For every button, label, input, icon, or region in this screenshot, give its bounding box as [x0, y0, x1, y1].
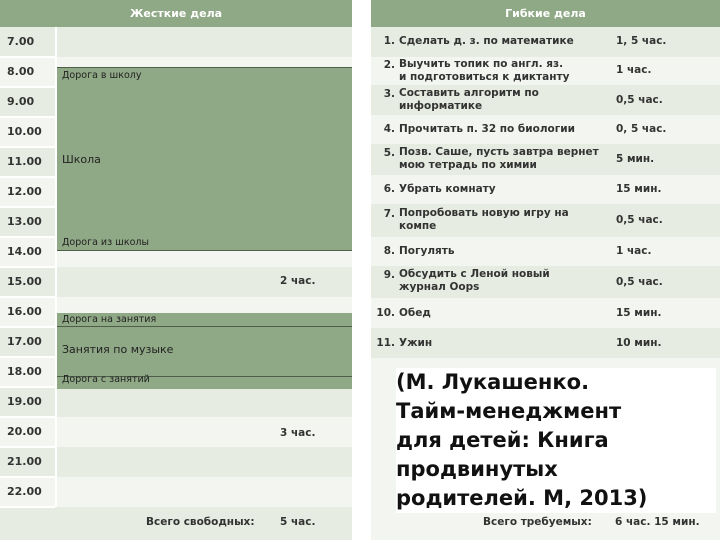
- time-row: [0, 447, 352, 477]
- task-number: 11.: [376, 337, 395, 349]
- task-text: Ужин: [399, 337, 433, 349]
- time-label: 7.00: [7, 35, 35, 48]
- free-total-label: Всего свободных:: [146, 516, 255, 528]
- task-text: Сделать д. з. по математике: [399, 35, 574, 47]
- road-to-school-label: Дорога в школу: [62, 70, 142, 81]
- task-time: 15 мин.: [616, 307, 662, 319]
- time-label: 9.00: [7, 95, 35, 108]
- task-number: 9.: [383, 269, 395, 281]
- citation-line: родителей. М, 2013): [396, 486, 648, 510]
- time-row: [0, 387, 352, 417]
- task-text: Составить алгоритм по информатике: [399, 87, 539, 112]
- list-item: [371, 57, 720, 85]
- task-text: Погулять: [399, 245, 455, 257]
- road-from-lessons-label: Дорога с занятий: [62, 374, 150, 385]
- citation-line: продвинутых: [396, 457, 558, 481]
- time-label: 20.00: [7, 425, 42, 438]
- task-time: 10 мин.: [616, 337, 662, 349]
- task-number: 2.: [383, 59, 395, 71]
- time-label: 8.00: [7, 65, 35, 78]
- hard-tasks-title: Жесткие дела: [0, 0, 352, 27]
- task-time: 1 час.: [616, 245, 652, 257]
- school-label: Школа: [62, 153, 101, 166]
- task-text: Попробовать новую игру на компе: [399, 207, 569, 232]
- task-text: Обед: [399, 307, 431, 319]
- task-number: 7.: [383, 208, 395, 220]
- time-row: [0, 27, 352, 57]
- list-item: [371, 115, 720, 144]
- list-item: [371, 328, 720, 358]
- school-block: [57, 67, 352, 251]
- time-label: 15.00: [7, 275, 42, 288]
- citation-line: Тайм-менеджмент: [396, 399, 622, 423]
- time-label: 12.00: [7, 185, 42, 198]
- task-time: 0, 5 час.: [616, 123, 667, 135]
- time-label: 19.00: [7, 395, 42, 408]
- list-item: [371, 237, 720, 266]
- task-text: Убрать комнату: [399, 183, 496, 195]
- list-item: [371, 144, 720, 175]
- task-time: 0,5 час.: [616, 94, 663, 106]
- time-label: 13.00: [7, 215, 42, 228]
- time-label: 10.00: [7, 125, 42, 138]
- task-number: 4.: [383, 123, 395, 135]
- source-citation: [396, 368, 716, 513]
- task-time: 1 час.: [616, 64, 652, 76]
- task-text: Прочитать п. 32 по биологии: [399, 123, 575, 135]
- time-label: 11.00: [7, 155, 42, 168]
- free-total-value: 5 час.: [280, 516, 316, 528]
- flexible-tasks-title: Гибкие дела: [371, 0, 720, 27]
- list-item: [371, 85, 720, 115]
- citation-line: для детей: Книга: [396, 428, 609, 452]
- required-total-value: 6 час. 15 мин.: [615, 516, 700, 528]
- road-to-lessons-label: Дорога на занятия: [62, 314, 157, 325]
- task-number: 3.: [383, 88, 395, 100]
- task-number: 8.: [383, 245, 395, 257]
- task-text: Выучить топик по англ. яз. и подготовиться к диктанту: [399, 58, 570, 83]
- time-label: 18.00: [7, 365, 42, 378]
- list-item: [371, 298, 720, 328]
- time-label: 16.00: [7, 305, 42, 318]
- task-number: 10.: [376, 307, 395, 319]
- time-row: [0, 477, 352, 507]
- free-afternoon-duration: 2 час.: [280, 275, 316, 287]
- time-grid: [0, 27, 352, 540]
- task-number: 1.: [383, 35, 395, 47]
- task-time: 1, 5 час.: [616, 35, 667, 47]
- time-label: 21.00: [7, 455, 42, 468]
- task-number: 5.: [383, 147, 395, 159]
- citation-line: (М. Лукашенко.: [396, 370, 590, 394]
- task-number: 6.: [383, 183, 395, 195]
- task-time: 0,5 час.: [616, 276, 663, 288]
- task-text: Позв. Саше, пусть завтра вернет мою тетрадь по химии: [399, 146, 599, 171]
- required-total-label: Всего требуемых:: [483, 516, 592, 528]
- music-label: Занятия по музыке: [62, 343, 174, 356]
- list-item: [371, 266, 720, 298]
- task-text: Обсудить с Леной новый журнал Oops: [399, 268, 550, 293]
- road-from-school-label: Дорога из школы: [62, 237, 149, 248]
- task-time: 15 мин.: [616, 183, 662, 195]
- time-label: 22.00: [7, 485, 42, 498]
- list-item: [371, 175, 720, 204]
- time-label: 17.00: [7, 335, 42, 348]
- time-label: 14.00: [7, 245, 42, 258]
- list-item: [371, 204, 720, 237]
- hard-tasks-panel: [0, 0, 352, 540]
- task-time: 0,5 час.: [616, 214, 663, 226]
- free-evening-duration: 3 час.: [280, 427, 316, 439]
- task-time: 5 мин.: [616, 153, 655, 165]
- list-item: [371, 27, 720, 57]
